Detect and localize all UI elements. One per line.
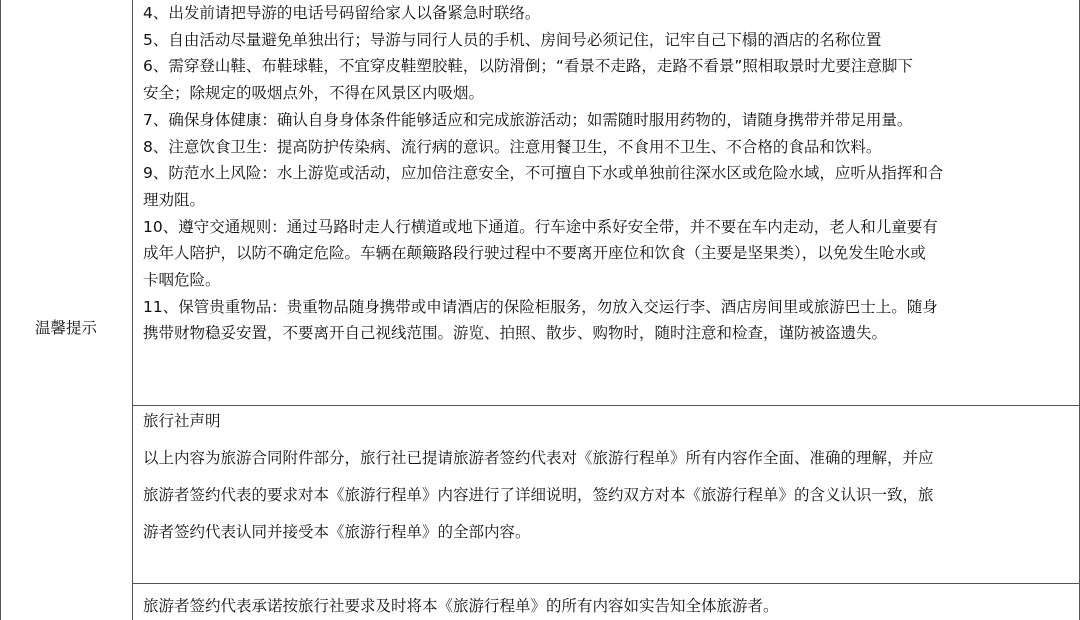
statement-line: 旅游者签约代表的要求对本《旅游行程单》内容进行了详细说明，签约双方对本《旅游行程单》的含义认识一致，旅 — [143, 486, 934, 504]
tip-line: 安全；除规定的吸烟点外，不得在风景区内吸烟。 — [143, 84, 485, 103]
tip-line: 6、需穿登山鞋、布鞋球鞋，不宜穿皮鞋塑胶鞋，以防滑倒；“看景不走路，走路不看景”照相取景时尤要注意脚下 — [143, 57, 913, 76]
tips-list — [143, 0, 1073, 347]
agency-statement — [143, 411, 1073, 615]
tip-line: 8、注意饮食卫生：提高防护传染病、流行病的意识。注意用餐卫生，不食用不卫生、不合格的食品和饮料。 — [143, 137, 882, 156]
tip-line: 5、自由活动尽量避免单独出行；导游与同行人员的手机、房间号必须记住，记牢自己下榻的酒店的名称位置 — [143, 30, 882, 49]
table-border-left — [0, 0, 1, 620]
statement-line: 以上内容为旅游合同附件部分，旅行社已提请旅游者签约代表对《旅游行程单》所有内容作全面、准确的理解，并应 — [143, 449, 934, 467]
statement-line: 游者签约代表认同并接受本《旅游行程单》的全部内容。 — [143, 523, 531, 541]
statement-final-line: 旅游者签约代表承诺按旅行社要求及时将本《旅游行程单》的所有内容如实告知全体旅游者。 — [143, 597, 779, 615]
column-divider — [132, 0, 133, 620]
tip-line: 10、遵守交通规则：通过马路时走人行横道或地下通道。行车途中系好安全带，并不要在车内走动，老人和儿童要有 — [143, 217, 938, 236]
row-divider-tips — [132, 405, 1080, 406]
tip-line: 理劝阻。 — [143, 190, 206, 209]
tip-line: 卡咽危险。 — [143, 271, 221, 290]
tip-line: 成年人陪护，以防不确定危险。车辆在颠簸路段行驶过程中不要离开座位和饮食（主要是坚果类），以免发生呛水或 — [143, 244, 926, 263]
row-label-tips: 温馨提示 — [34, 319, 97, 337]
tip-line: 11、保管贵重物品：贵重物品随身携带或申请酒店的保险柜服务，勿放入交运行李、酒店房间里或旅游巴士上。随身 — [143, 297, 938, 316]
tip-line: 携带财物稳妥安置，不要离开自己视线范围。游览、拍照、散步、购物时，随时注意和检查，谨防被盗遗失。 — [143, 324, 888, 343]
statement-paragraph — [143, 448, 1073, 559]
row-divider-statement — [132, 583, 1080, 584]
tip-line: 9、防范水上风险：水上游览或活动，应加倍注意安全，不可擅自下水或单独前往深水区或危险水域，应听从指挥和合 — [143, 164, 944, 183]
tip-line: 4、出发前请把导游的电话号码留给家人以备紧急时联络。 — [143, 4, 541, 22]
tip-line: 7、确保身体健康：确认自身身体条件能够适应和完成旅游活动；如需随时服用药物的，请随身携带并带足用量。 — [143, 110, 913, 129]
statement-heading: 旅行社声明 — [143, 412, 221, 430]
